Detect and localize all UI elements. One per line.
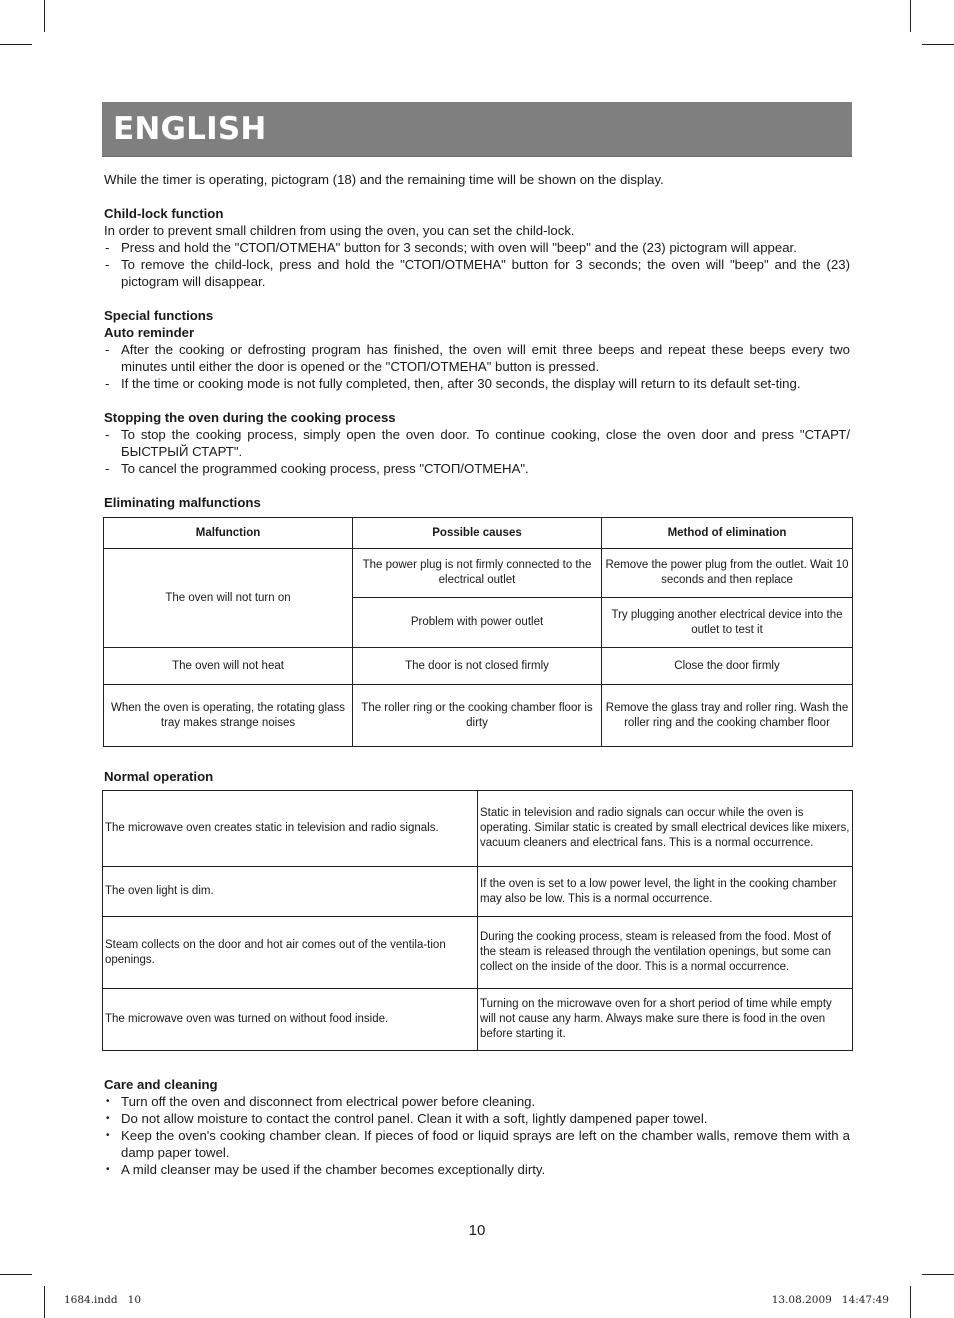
issue-cell: The microwave oven creates static in television and radio signals.	[103, 791, 478, 867]
table-row	[104, 648, 853, 685]
cause-cell: The roller ring or the cooking chamber floor is dirty	[353, 685, 602, 747]
explanation-cell: Static in television and radio signals can occur while the oven is operating. Similar static is created by small electrical devices like mixers, vacuum cleaners and electrical fans. This is a normal occurrence.	[478, 791, 853, 867]
stopping-heading: Stopping the oven during the cooking process	[104, 410, 396, 425]
table-header-row	[104, 518, 853, 549]
care-heading: Care and cleaning	[104, 1077, 218, 1092]
list-item: - If the time or cooking mode is not fully completed, then, after 30 seconds, the display will return to its default set-ting.	[104, 375, 850, 392]
table-row	[104, 549, 853, 598]
column-header: Method of elimination	[602, 518, 853, 549]
list-item: - To stop the cooking process, simply open the oven door. To continue cooking, close the oven door and press "СТАРТ/БЫСТРЫЙ СТАРТ".	[104, 426, 850, 460]
malfunctions-heading: Eliminating malfunctions	[104, 495, 261, 510]
list-item: - To cancel the programmed cooking process, press "СТОП/ОТМЕНА".	[104, 460, 850, 477]
table-row	[103, 791, 853, 867]
issue-cell: The oven light is dim.	[103, 867, 478, 917]
intro-paragraph: While the timer is operating, pictogram (18) and the remaining time will be shown on the display.	[104, 172, 664, 187]
table-row	[103, 867, 853, 917]
crop-mark	[0, 44, 32, 45]
care-list	[104, 1093, 850, 1178]
auto-reminder-list	[104, 341, 850, 392]
crop-mark	[44, 1286, 45, 1318]
timestamp-slug: 13.08.2009 14:47:49	[771, 1294, 889, 1306]
issue-cell: The microwave oven was turned on without food inside.	[103, 989, 478, 1051]
malfunction-cell: The oven will not turn on	[104, 549, 353, 648]
table-row	[104, 685, 853, 747]
list-item: • A mild cleanser may be used if the chamber becomes exceptionally dirty.	[104, 1161, 850, 1178]
child-lock-heading: Child-lock function	[104, 206, 224, 221]
list-item: • Keep the oven's cooking chamber clean. If pieces of food or liquid sprays are left on the chamber walls, remove them with a damp paper towel.	[104, 1127, 850, 1161]
language-banner	[102, 102, 852, 157]
column-header: Possible causes	[353, 518, 602, 549]
crop-mark	[922, 1274, 954, 1275]
explanation-cell: Turning on the microwave oven for a short period of time while empty will not cause any harm. Always make sure there is food in the oven before starting it.	[478, 989, 853, 1051]
method-cell: Close the door firmly	[602, 648, 853, 685]
malfunction-cell: When the oven is operating, the rotating glass tray makes strange noises	[104, 685, 353, 747]
crop-mark	[922, 44, 954, 45]
normal-operation-table	[102, 790, 853, 1051]
explanation-cell: During the cooking process, steam is released from the food. Most of the steam is released through the ventilation openings, but some can collect on the inside of the door. This is a normal occurrence.	[478, 917, 853, 989]
cause-cell: Problem with power outlet	[353, 598, 602, 648]
method-cell: Remove the power plug from the outlet. Wait 10 seconds and then replace	[602, 549, 853, 598]
cause-cell: The door is not closed firmly	[353, 648, 602, 685]
child-lock-list	[104, 239, 850, 290]
page-title: ENGLISH	[113, 111, 267, 147]
malfunctions-table	[103, 517, 853, 747]
malfunction-cell: The oven will not heat	[104, 648, 353, 685]
crop-mark	[910, 1286, 911, 1318]
list-item: - Press and hold the "СТОП/ОТМЕНА" button for 3 seconds; with oven will "beep" and the (23) pictogram will appear.	[104, 239, 850, 256]
list-item: - After the cooking or defrosting program has finished, the oven will emit three beeps and repeat these beeps every two minutes until either the door is opened or the "СТОП/ОТМЕНА" button is pressed.	[104, 341, 850, 375]
method-cell: Try plugging another electrical device into the outlet to test it	[602, 598, 853, 648]
file-slug: 1684.indd 10	[64, 1294, 141, 1306]
normal-operation-heading: Normal operation	[104, 769, 214, 784]
stopping-list	[104, 426, 850, 477]
table-row	[103, 917, 853, 989]
column-header: Malfunction	[104, 518, 353, 549]
page-number: 10	[468, 1222, 486, 1239]
crop-mark	[0, 1274, 32, 1275]
crop-mark	[44, 0, 45, 32]
special-functions-heading: Special functions	[104, 308, 214, 323]
child-lock-text: In order to prevent small children from using the oven, you can set the child-lock.	[104, 223, 575, 238]
document-body	[104, 171, 850, 1178]
list-item: • Turn off the oven and disconnect from electrical power before cleaning.	[104, 1093, 850, 1110]
list-item: • Do not allow moisture to contact the control panel. Clean it with a soft, lightly dampened paper towel.	[104, 1110, 850, 1127]
issue-cell: Steam collects on the door and hot air comes out of the ventila-tion openings.	[103, 917, 478, 989]
method-cell: Remove the glass tray and roller ring. Wash the roller ring and the cooking chamber floor	[602, 685, 853, 747]
cause-cell: The power plug is not firmly connected to the electrical outlet	[353, 549, 602, 598]
list-item: - To remove the child-lock, press and hold the "СТОП/ОТМЕНА" button for 3 seconds; the oven will "beep" and the (23) pictogram will disappear.	[104, 256, 850, 290]
crop-mark	[910, 0, 911, 32]
table-row	[103, 989, 853, 1051]
explanation-cell: If the oven is set to a low power level, the light in the cooking chamber may also be low. This is a normal occurrence.	[478, 867, 853, 917]
auto-reminder-heading: Auto reminder	[104, 325, 195, 340]
